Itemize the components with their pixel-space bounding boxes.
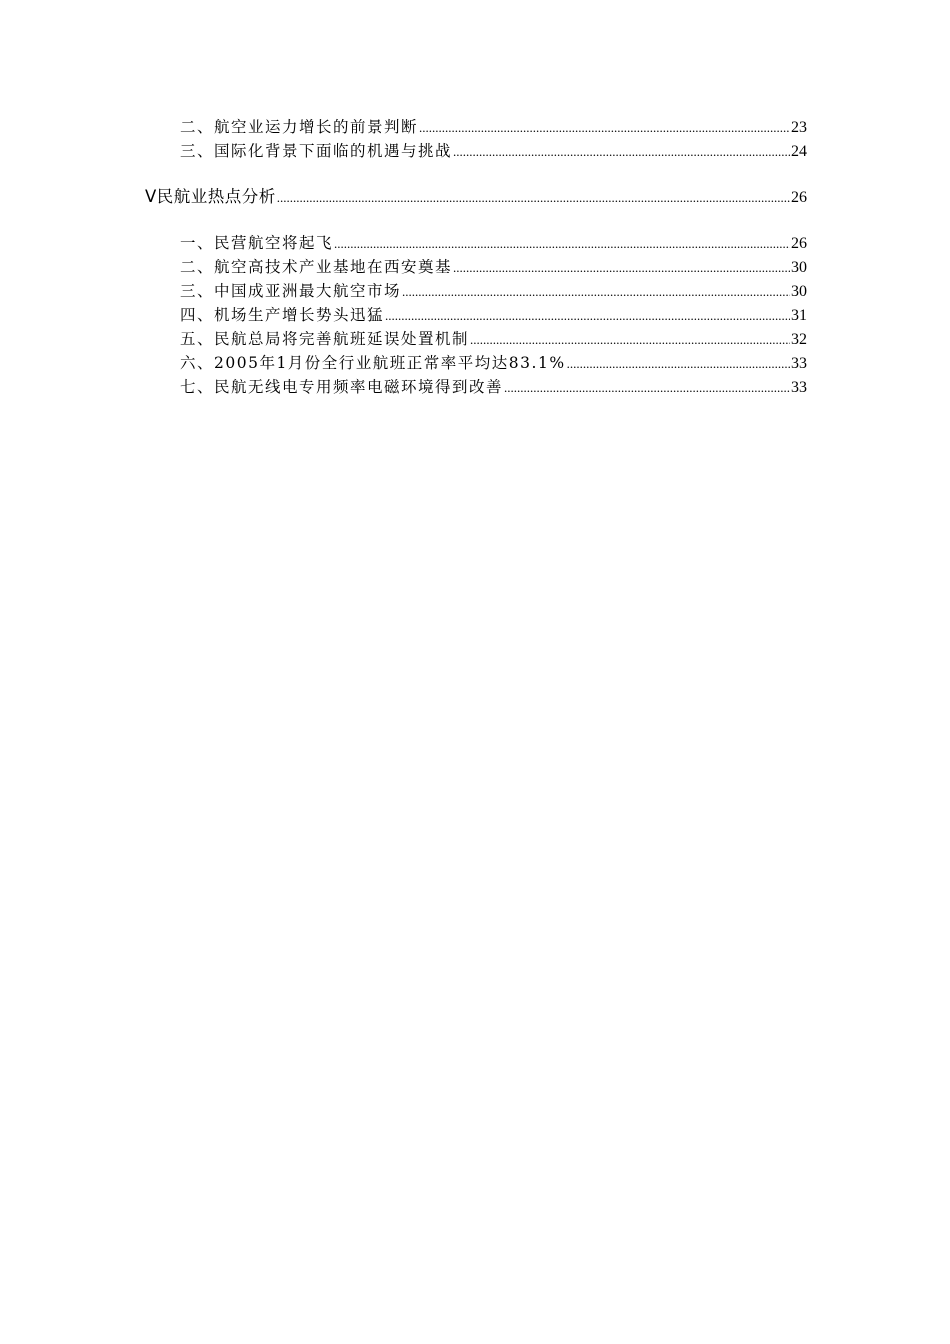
toc-entry-title: 四、机场生产增长势头迅猛 (180, 306, 385, 324)
toc-entry-title: 一、民营航空将起飞 (180, 234, 334, 252)
dot-leader (385, 304, 790, 328)
dot-leader (334, 232, 790, 256)
toc-entry-title: 二、航空业运力增长的前景判断 (180, 118, 419, 136)
dot-leader (470, 328, 790, 352)
toc-entry-title: 五、民航总局将完善航班延误处置机制 (180, 330, 470, 348)
toc-entry[interactable] (145, 139, 807, 163)
toc-entry[interactable] (145, 351, 807, 375)
toc-entry[interactable] (145, 375, 807, 399)
toc-entry[interactable] (145, 115, 807, 139)
toc-entry-title: 三、中国成亚洲最大航空市场 (180, 282, 402, 300)
toc-entry-page: 23 (791, 119, 807, 136)
dot-leader (402, 280, 790, 304)
toc-entry[interactable] (145, 303, 807, 327)
dot-leader (277, 186, 790, 210)
dot-leader (567, 352, 790, 376)
dot-leader (453, 256, 790, 280)
dot-leader (419, 116, 790, 140)
toc-entry-title: 七、民航无线电专用频率电磁环境得到改善 (180, 378, 504, 396)
toc-entry-title: 六、2005年1月份全行业航班正常率平均达83.1% (180, 354, 566, 372)
toc-entry-page: 24 (791, 143, 807, 160)
dot-leader (504, 376, 790, 400)
toc-chapter-page: 26 (791, 189, 807, 206)
toc-entry-title: 三、国际化背景下面临的机遇与挑战 (180, 142, 453, 160)
toc-entry-page: 31 (791, 307, 807, 324)
table-of-contents (145, 115, 807, 399)
toc-entry[interactable] (145, 327, 807, 351)
toc-entry[interactable] (145, 279, 807, 303)
toc-entry-page: 33 (791, 355, 807, 372)
toc-entry[interactable] (145, 255, 807, 279)
dot-leader (453, 140, 790, 164)
toc-entry-page: 33 (791, 379, 807, 396)
toc-entry[interactable] (145, 231, 807, 255)
toc-entry-page: 26 (791, 235, 807, 252)
toc-entry-page: 32 (791, 331, 807, 348)
toc-entry-title: 二、航空高技术产业基地在西安奠基 (180, 258, 453, 276)
toc-chapter-entry[interactable] (145, 185, 807, 209)
toc-entry-page: 30 (791, 283, 807, 300)
toc-chapter-title: Ⅴ民航业热点分析 (145, 187, 276, 206)
toc-entry-page: 30 (791, 259, 807, 276)
